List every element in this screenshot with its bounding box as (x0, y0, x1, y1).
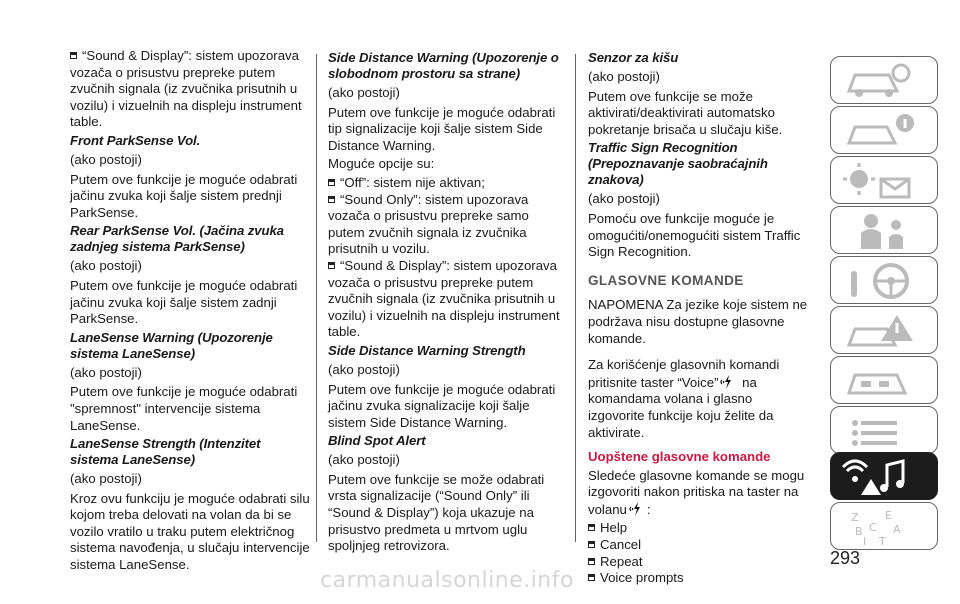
text-column-3 (588, 48, 810, 587)
index-icon (841, 507, 921, 547)
section-heading: Senzor za kišu (588, 50, 679, 65)
optional-note: (ako postoji) (328, 85, 400, 100)
tab-index[interactable] (830, 502, 938, 550)
page-number: 293 (830, 548, 861, 568)
text-column-2 (328, 48, 568, 557)
index-letter: T (879, 535, 886, 547)
steering-icon (841, 261, 921, 301)
section-heading: Side Distance Warning Strength (328, 342, 526, 358)
tab-car-service[interactable] (830, 356, 938, 404)
car-service-icon (841, 361, 921, 401)
column-divider (575, 54, 576, 542)
voice-command-icon (629, 501, 645, 517)
paragraph: Sledeće glasovne komande se mogu izgovoriti nakon pritiska na taster na volanu : (588, 467, 805, 517)
optional-note: (ako postoji) (588, 69, 660, 84)
paragraph: Putem ove funkcije je moguće odabrati jačinu zvuka koji šalje sistem zadnji ParkSense. (70, 277, 298, 327)
note-paragraph: NAPOMENA Za jezike koje sistem ne podržava nisu dostupne glasovne komande. (588, 297, 808, 346)
tab-specifications[interactable] (830, 406, 938, 454)
section-heading: Side Distance Warning (Upozorenje o slobodnom prostoru sa strane) (328, 50, 559, 81)
optional-note: (ako postoji) (328, 361, 400, 377)
bullet-item: “Sound & Display”: sistem upozorava vozača o prisustvu prepreke putem zvučnih signala (iz zvučnika prisutnih u vozilu) i vizuelnih na displeju instrument table. (70, 48, 302, 130)
paragraph: Putem ove funkcije je moguće odabrati "spremnost" intervencije sistema LaneSense. (70, 384, 298, 433)
safety-icon (841, 211, 921, 251)
tab-car-info[interactable] (830, 106, 938, 154)
watermark: carmanualsonline.info (320, 568, 574, 593)
index-letter: C (869, 521, 877, 534)
car-dashboard-icon (841, 61, 921, 101)
paragraph: Putem ove funkcije se može aktivirati/deaktivirati automatsko pokretanje brisača u slučaju kiše. (588, 88, 783, 137)
bullet-item: “Off”: sistem nije aktivan; (328, 175, 568, 192)
paragraph: Putem ove funkcije je moguće odabrati jačinu zvuka signalizacije koji šalje sistem Side Distance Warning. (328, 381, 556, 430)
emergency-icon (841, 311, 921, 351)
tab-car-dashboard[interactable] (830, 56, 938, 104)
optional-note: (ako postoji) (70, 258, 142, 274)
paragraph: Za korišćenje glasovnih komandi pritisnite taster “Voice” na komandama volana i glasno izgovorite funkcije koju želite da aktivirate. (588, 357, 780, 440)
text-column-1 (70, 48, 310, 576)
section-heading: LaneSense Warning (Upozorenje sistema LaneSense) (70, 329, 273, 361)
bullet-item: “Sound & Display”: sistem upozorava vozača o prisustvu prepreke putem zvučnih signala (iz zvučnika prisutnih u vozilu) i vizuelnih na displeju instrument table. (328, 257, 560, 340)
subsection-heading: Uopštene glasovne komande (588, 449, 771, 465)
index-letter: E (885, 509, 892, 522)
multimedia-icon (841, 457, 921, 497)
paragraph: Putem ove funkcije se može odabrati vrsta signalizacije (“Sound Only” ili “Sound & Display”) koja ukazuje na prisustvo predmeta u mrtvom uglu spoljnjeg retrovizora. (328, 471, 545, 554)
bullet-icon (588, 574, 595, 581)
tab-emergency[interactable] (830, 306, 938, 354)
warning-lights-icon (841, 161, 921, 201)
bullet-icon (70, 52, 77, 59)
index-letter: A (893, 523, 901, 536)
optional-note: (ako postoji) (328, 452, 400, 468)
section-heading: Front ParkSense Vol. (70, 132, 201, 148)
index-letter: Z (851, 511, 859, 524)
bullet-icon (588, 541, 595, 548)
bullet-icon (588, 558, 595, 565)
optional-note: (ako postoji) (588, 191, 660, 207)
paragraph: Putem ove funkcije je moguće odabrati tip signalizacije koji šalje sistem Side Distance Warning. (328, 104, 556, 153)
optional-note: (ako postoji) (70, 364, 142, 380)
optional-note: (ako postoji) (70, 471, 142, 487)
section-heading: Rear ParkSense Vol. (Jačina zvuka zadnjeg sistema ParkSense) (70, 223, 284, 255)
section-heading: Blind Spot Alert (328, 433, 426, 449)
paragraph: Pomoću ove funkcije moguće je omogućiti/onemogućiti sistem Traffic Sign Recognition. (588, 210, 801, 260)
tab-multimedia[interactable] (830, 452, 938, 500)
command-item: Voice prompts (588, 570, 810, 587)
tab-warning-lights[interactable] (830, 156, 938, 204)
bullet-icon (328, 196, 335, 203)
column-divider (316, 54, 317, 542)
paragraph: Kroz ovu funkciju je moguće odabrati silu kojom treba delovati na volan da bi se vozilo vratilo u traku putem električnog sistema navođenja, u slučaju intervencije sistema LaneSense. (70, 490, 310, 573)
command-item: Help (588, 520, 810, 537)
optional-note: (ako postoji) (70, 151, 142, 167)
bullet-icon (328, 179, 335, 186)
paragraph: Moguće opcije su: (328, 156, 435, 172)
chapter-heading: GLASOVNE KOMANDE (588, 272, 744, 288)
section-heading: LaneSense Strength (Intenzitet sistema LaneSense) (70, 436, 261, 468)
bullet-item: “Sound Only”: sistem upozorava vozača o prisustvu prepreke samo putem zvučnih signala iz zvučnika prisutnih u vozilu. (328, 191, 529, 257)
paragraph: Putem ove funkcije je moguće odabrati jačinu zvuka koji šalje sistem prednji ParkSense. (70, 171, 298, 220)
car-info-icon (841, 111, 921, 151)
index-letter: B (855, 525, 863, 538)
bullet-icon (328, 262, 335, 269)
bullet-icon (588, 524, 595, 531)
tab-safety[interactable] (830, 206, 938, 254)
index-letter: I (863, 535, 867, 547)
voice-command-icon (720, 374, 736, 390)
tab-steering[interactable] (830, 256, 938, 304)
section-heading: Traffic Sign Recognition (Prepoznavanje saobraćajnih znakova) (588, 140, 768, 188)
command-item: Repeat (588, 554, 810, 571)
command-item: Cancel (588, 537, 810, 554)
specifications-icon (841, 411, 921, 451)
